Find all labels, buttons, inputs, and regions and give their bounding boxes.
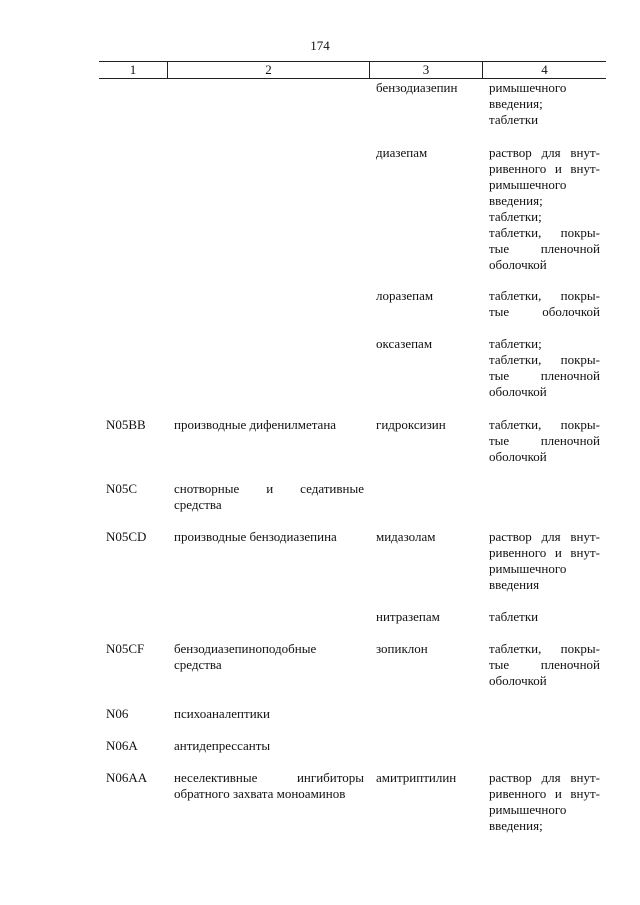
- group-name-line: антидепрессанты: [174, 738, 271, 753]
- drug-name: зопиклон: [376, 641, 428, 656]
- atc-code: N06: [106, 706, 129, 721]
- atc-code: N05BB: [106, 417, 146, 432]
- group-name: [174, 770, 364, 802]
- atc-code: N05C: [106, 481, 138, 496]
- dosage-form: [489, 417, 600, 465]
- dosage-form-line: раствор для внут-: [489, 145, 600, 160]
- table-header: [99, 61, 606, 79]
- dosage-form-line: таблетки, покры-: [489, 288, 600, 303]
- column-header-1: 1: [129, 62, 137, 77]
- dosage-form-line: тые пленочной: [489, 657, 600, 672]
- atc-code: N05CD: [106, 529, 147, 544]
- dosage-form-line: римышечного: [489, 177, 567, 192]
- drug-name: гидроксизин: [376, 417, 446, 432]
- dosage-form-line: ривенного и внут-: [489, 545, 600, 560]
- dosage-form-line: тые пленочной: [489, 368, 600, 383]
- drug-name: мидазолам: [376, 529, 436, 544]
- column-header-3: 3: [369, 62, 482, 78]
- dosage-form: [489, 770, 600, 834]
- dosage-form: [489, 145, 600, 273]
- dosage-form: [489, 80, 600, 128]
- group-name-line: неселективные ингибиторы: [174, 770, 364, 785]
- dosage-form-line: оболочкой: [489, 257, 547, 272]
- dosage-form-line: введения;: [489, 818, 543, 833]
- dosage-form-line: введения;: [489, 96, 543, 111]
- drug-name: диазепам: [376, 145, 428, 160]
- dosage-form-line: таблетки, покры-: [489, 225, 600, 240]
- atc-code: N06A: [106, 738, 138, 753]
- dosage-form-line: таблетки, покры-: [489, 417, 600, 432]
- dosage-form-line: таблетки: [489, 112, 539, 127]
- group-name-line: производные бензодиазепина: [174, 529, 337, 544]
- dosage-form-line: тые оболочкой: [489, 304, 600, 319]
- group-name: [174, 706, 364, 722]
- dosage-form-line: оболочкой: [489, 384, 547, 399]
- dosage-form: [489, 336, 600, 400]
- dosage-form-line: таблетки: [489, 609, 539, 624]
- atc-code: N05CF: [106, 641, 145, 656]
- group-name-line: производные дифенилметана: [174, 417, 337, 432]
- dosage-form-line: введения: [489, 577, 540, 592]
- group-name: [174, 738, 364, 754]
- column-header-2: 2: [167, 62, 369, 78]
- drug-name: нитразепам: [376, 609, 440, 624]
- dosage-form-line: тые пленочной: [489, 433, 600, 448]
- group-name-line: средства: [174, 497, 222, 512]
- dosage-form: [489, 288, 600, 320]
- group-name-line: средства: [174, 657, 222, 672]
- group-name-line: снотворные и седативные: [174, 481, 364, 496]
- group-name-line: психоаналептики: [174, 706, 270, 721]
- column-header-4: 4: [482, 62, 606, 78]
- group-name: [174, 641, 364, 673]
- group-name: [174, 417, 364, 433]
- drug-name: лоразепам: [376, 288, 434, 303]
- atc-code: N06AA: [106, 770, 148, 785]
- dosage-form-line: римышечного: [489, 561, 567, 576]
- dosage-form-line: введения;: [489, 193, 543, 208]
- dosage-form-line: таблетки, покры-: [489, 352, 600, 367]
- drug-name: бензодиазепин: [376, 80, 458, 95]
- dosage-form-line: оболочкой: [489, 449, 547, 464]
- page-number: 174: [310, 38, 330, 53]
- dosage-form-line: таблетки, покры-: [489, 641, 600, 656]
- dosage-form-line: таблетки;: [489, 209, 542, 224]
- dosage-form-line: ривенного и внут-: [489, 161, 600, 176]
- dosage-form-line: римышечного: [489, 802, 567, 817]
- group-name-line: обратного захвата моноаминов: [174, 786, 346, 801]
- dosage-form-line: таблетки;: [489, 336, 542, 351]
- drug-name: амитриптилин: [376, 770, 457, 785]
- dosage-form: [489, 529, 600, 593]
- dosage-form-line: тые пленочной: [489, 241, 600, 256]
- dosage-form-line: раствор для внут-: [489, 770, 600, 785]
- dosage-form: [489, 609, 600, 625]
- group-name: [174, 481, 364, 513]
- group-name-line: бензодиазепиноподобные: [174, 641, 317, 656]
- dosage-form-line: раствор для внут-: [489, 529, 600, 544]
- group-name: [174, 529, 364, 545]
- dosage-form-line: римышечного: [489, 80, 567, 95]
- dosage-form: [489, 641, 600, 689]
- dosage-form-line: оболочкой: [489, 673, 547, 688]
- drug-name: оксазепам: [376, 336, 433, 351]
- dosage-form-line: ривенного и внут-: [489, 786, 600, 801]
